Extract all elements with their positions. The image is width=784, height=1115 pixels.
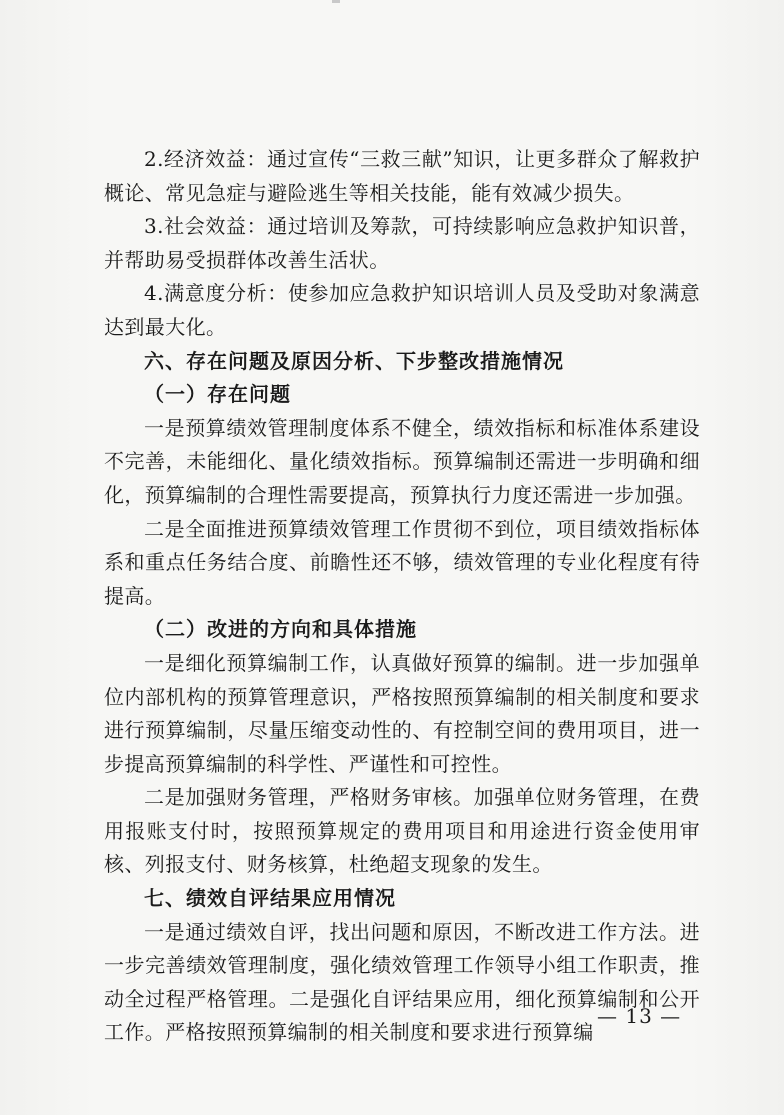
section-heading-problems: 六、存在问题及原因分析、下步整改措施情况	[144, 348, 564, 373]
subheading-improvement-measures: （二）改进的方向和具体措施	[144, 617, 417, 642]
paragraph-measure-two: 二是加强财务管理，严格财务审核。加强单位财务管理，在费用报账支付时，按照预算规定的费用项目和用途进行资金使用审核、列报支付、财务核算，杜绝超支现象的发生。	[104, 785, 700, 877]
paragraph-problem-one: 一是预算绩效管理制度体系不健全，绩效指标和标准体系建设不完善，未能细化、量化绩效指标。预算编制还需进一步明确和细化，预算编制的合理性需要提高，预算执行力度还需进一步加强。	[104, 415, 700, 507]
paragraph-results-application: 一是通过绩效自评，找出问题和原因，不断改进工作方法。进一步完善绩效管理制度，强化绩效管理工作领导小组工作职责，推动全过程严格管理。二是强化自评结果应用，细化预算编制和公开工作。严格按照预算编制的相关制度和要求进行预算编	[104, 919, 700, 1045]
section-heading-results-application: 七、绩效自评结果应用情况	[144, 886, 396, 911]
document-body	[104, 143, 700, 1050]
paragraph-economic-benefit: 2.经济效益：通过宣传“三救三献”知识，让更多群众了解救护概论、常见急症与避险逃生等相关技能，能有效减少损失。	[104, 147, 700, 205]
paragraph-social-benefit: 3.社会效益：通过培训及筹款，可持续影响应急救护知识普，并帮助易受损群体改善生活状。	[104, 214, 700, 272]
subheading-existing-problems: （一）存在问题	[144, 382, 291, 407]
scan-mark	[332, 0, 340, 3]
page-number: — 13 —	[597, 1004, 682, 1028]
paragraph-problem-two: 二是全面推进预算绩效管理工作贯彻不到位，项目绩效指标体系和重点任务结合度、前瞻性还不够，绩效管理的专业化程度有待提高。	[104, 516, 700, 608]
paragraph-measure-one: 一是细化预算编制工作，认真做好预算的编制。进一步加强单位内部机构的预算管理意识，严格按照预算编制的相关制度和要求进行预算编制，尽量压缩变动性的、有控制空间的费用项目，进一步提高预算编制的科学性、严谨性和可控性。	[104, 650, 700, 776]
paragraph-satisfaction-analysis: 4.满意度分析：使参加应急救护知识培训人员及受助对象满意达到最大化。	[104, 281, 700, 339]
